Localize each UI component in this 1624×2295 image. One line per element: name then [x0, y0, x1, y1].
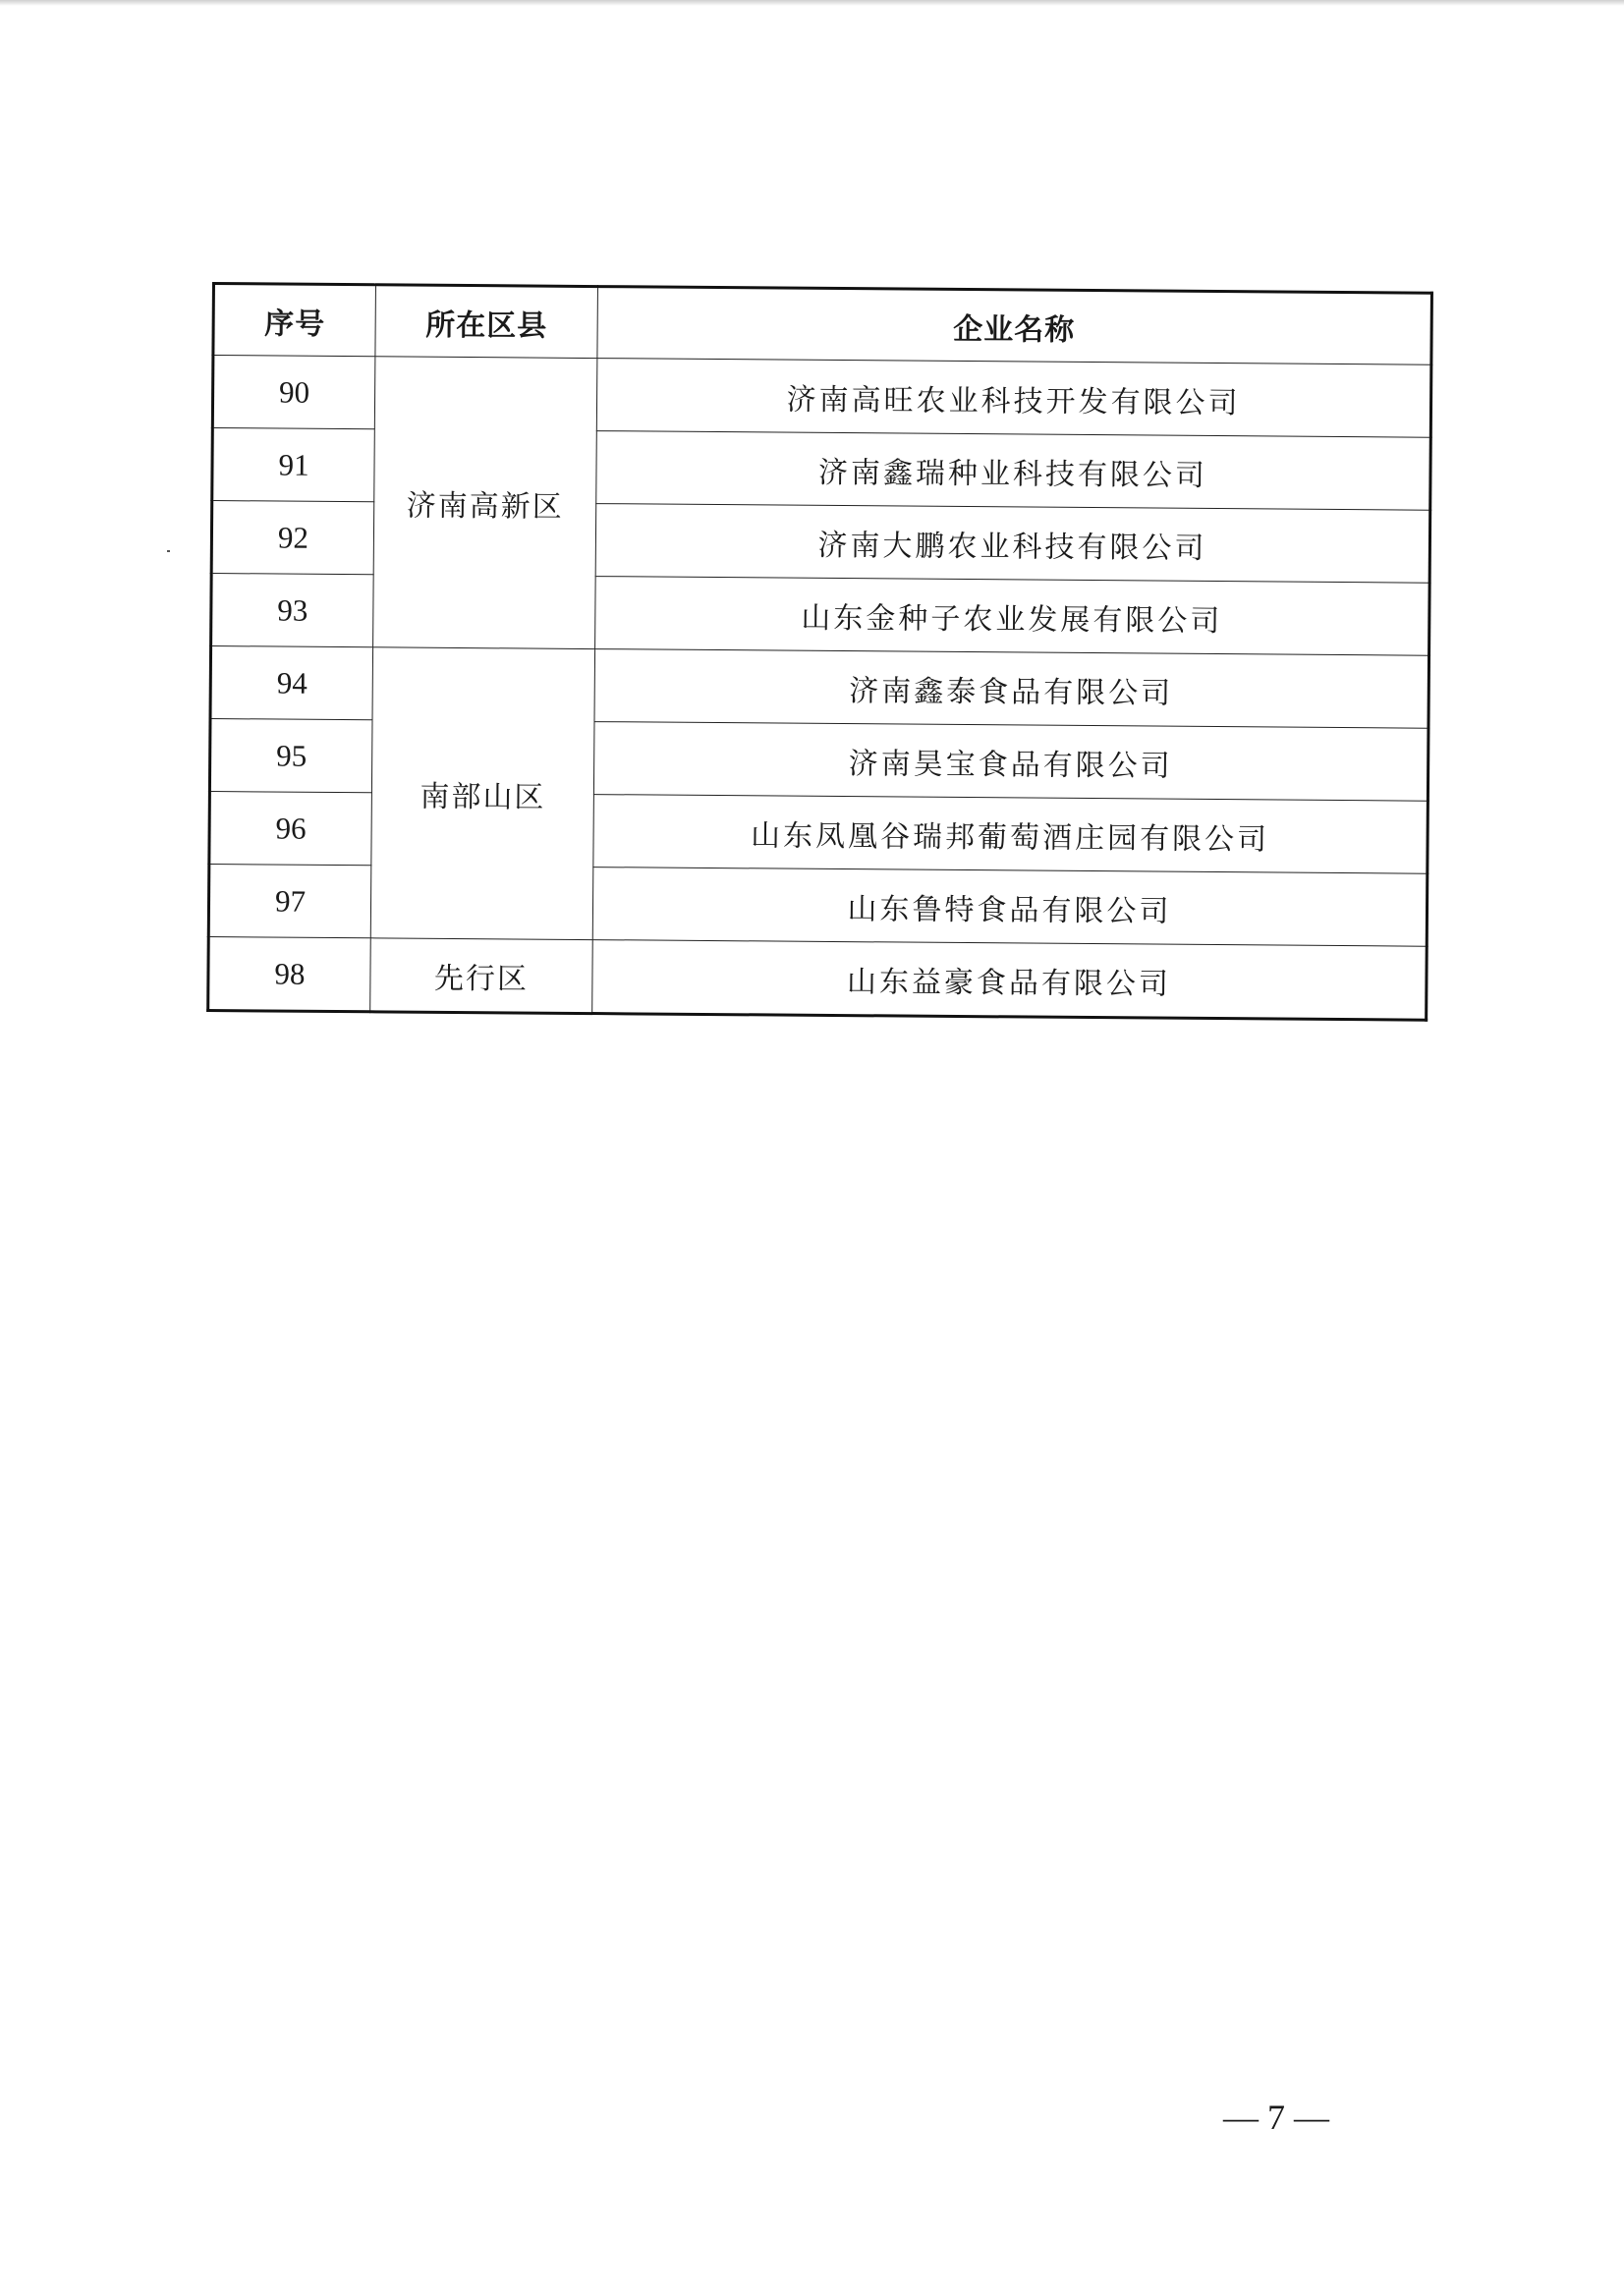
table-row	[210, 646, 1429, 729]
table-row	[208, 936, 1428, 1020]
district-cell: 济南高新区	[373, 357, 597, 649]
page-number: — 7 —	[1223, 2098, 1329, 2137]
enterprise-table	[206, 282, 1433, 1022]
company-name: 济南鑫泰食品有限公司	[594, 649, 1429, 729]
row-number: 92	[211, 501, 374, 575]
header-company: 企业名称	[597, 287, 1432, 365]
header-no: 序号	[213, 284, 376, 357]
company-name: 山东凤凰谷瑞邦葡萄酒庄园有限公司	[593, 795, 1428, 874]
header-district: 所在区县	[375, 285, 598, 359]
district-cell: 南部山区	[370, 647, 594, 940]
row-number: 93	[211, 574, 374, 647]
row-number: 90	[212, 356, 375, 429]
table-header-row	[213, 284, 1432, 365]
company-name: 济南鑫瑞种业科技有限公司	[596, 431, 1431, 511]
scan-edge	[0, 0, 1624, 6]
district-cell: 先行区	[370, 938, 593, 1014]
row-number: 95	[209, 718, 372, 792]
company-name: 济南高旺农业科技开发有限公司	[596, 359, 1431, 438]
company-name: 山东鲁特食品有限公司	[592, 868, 1428, 947]
scan-speck	[167, 550, 170, 552]
company-name: 山东金种子农业发展有限公司	[595, 577, 1430, 656]
row-number: 91	[212, 428, 375, 502]
enterprise-table-container	[206, 282, 1430, 1022]
row-number: 94	[210, 646, 373, 720]
company-name: 济南昊宝食品有限公司	[593, 722, 1428, 802]
row-number: 96	[209, 791, 372, 865]
row-number: 97	[208, 864, 371, 937]
table-row	[212, 356, 1431, 438]
company-name: 山东益豪食品有限公司	[592, 940, 1428, 1021]
row-number: 98	[208, 936, 371, 1011]
company-name: 济南大鹏农业科技有限公司	[595, 504, 1430, 584]
